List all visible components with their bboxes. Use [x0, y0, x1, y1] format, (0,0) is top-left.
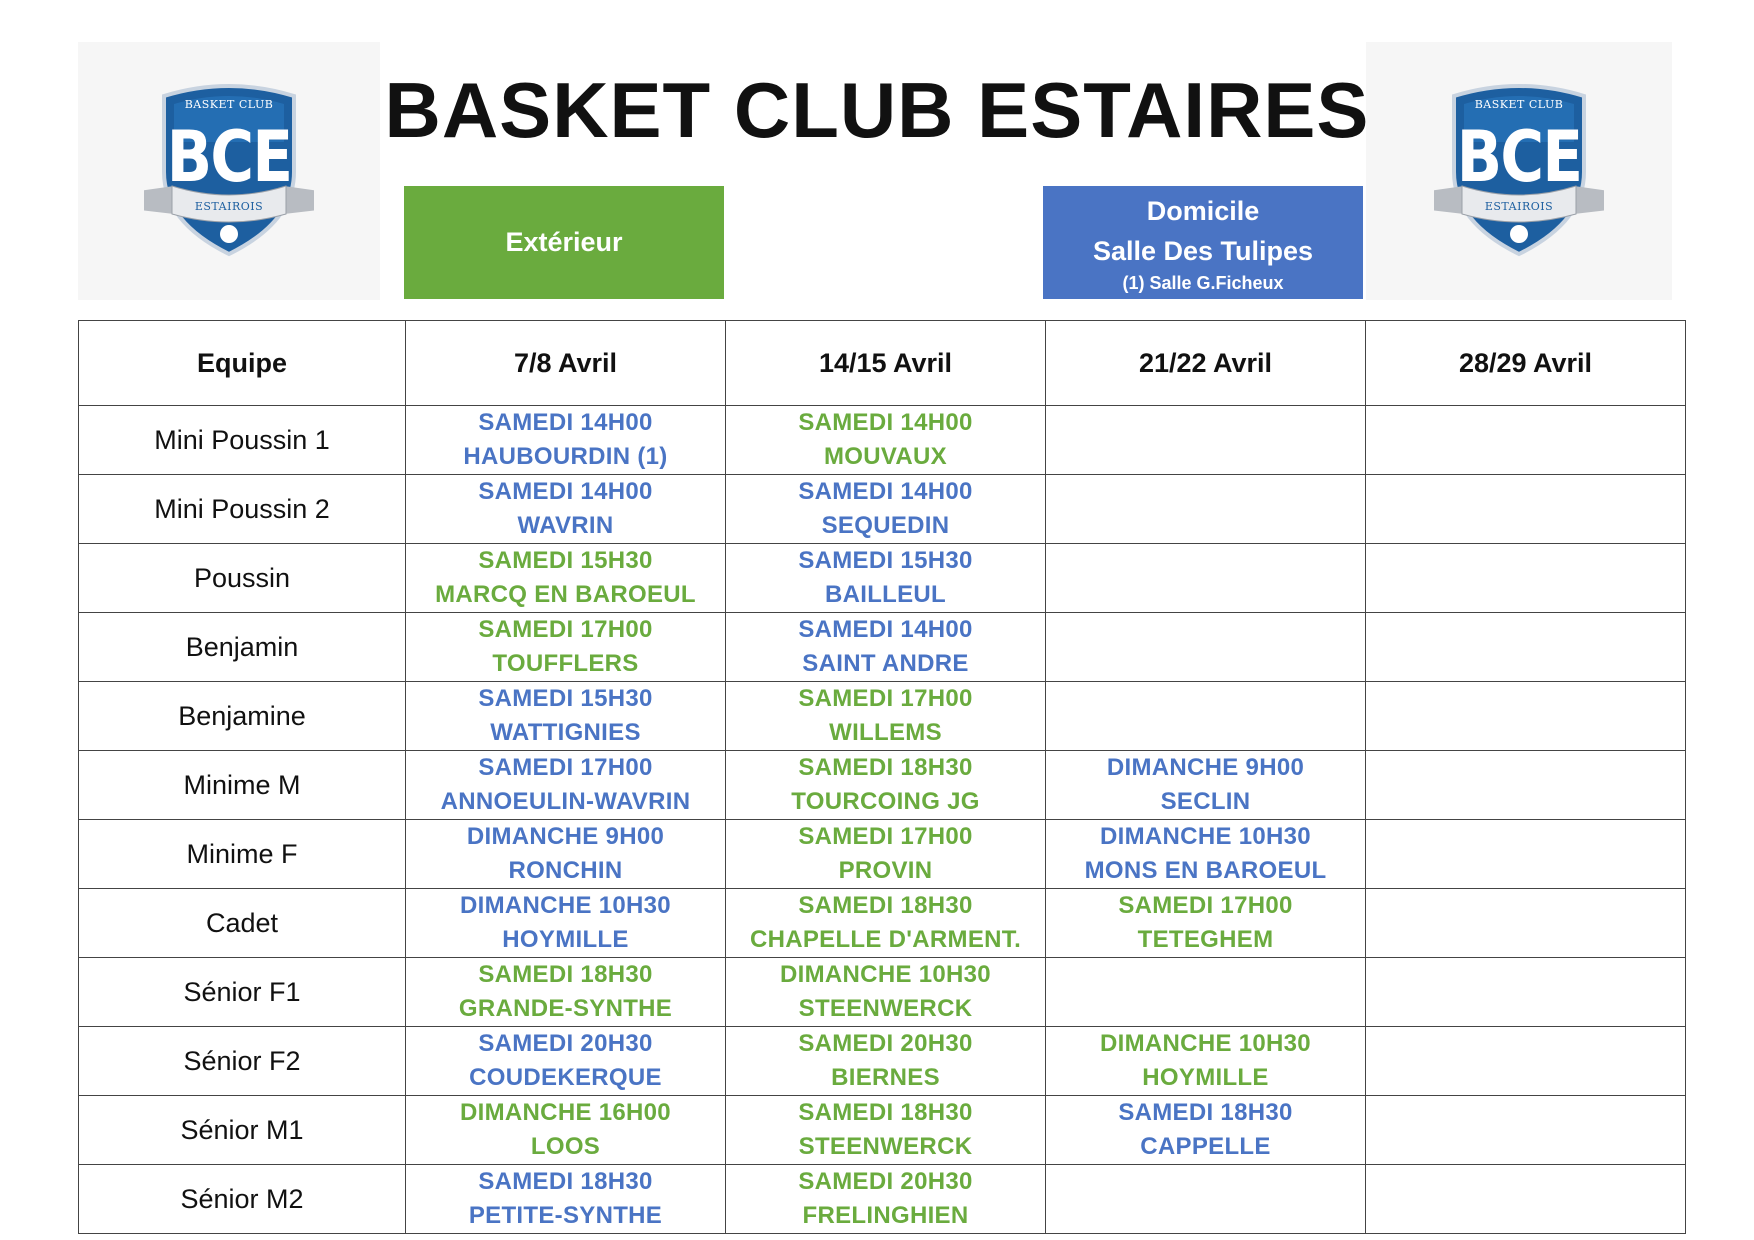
column-header: 14/15 Avril: [726, 321, 1046, 406]
match-info: [406, 889, 725, 957]
match-time: SAMEDI 18H30: [798, 754, 973, 781]
match-cell: [1366, 475, 1686, 544]
match-info: [726, 1165, 1045, 1233]
match-info: [406, 820, 725, 888]
match-cell: [406, 1165, 726, 1234]
match-cell: [1366, 544, 1686, 613]
team-name: Benjamine: [79, 682, 406, 751]
match-opponent: HAUBOURDIN (1): [463, 443, 668, 470]
column-header: 28/29 Avril: [1366, 321, 1686, 406]
header-row: [79, 321, 1686, 406]
match-time: SAMEDI 17H00: [478, 754, 653, 781]
match-cell: [726, 751, 1046, 820]
team-name: Mini Poussin 1: [79, 406, 406, 475]
match-cell: [406, 751, 726, 820]
match-time: DIMANCHE 10H30: [1100, 823, 1311, 850]
shield-logo: BASKET CLUB BCE ESTAIROIS: [144, 82, 314, 260]
club-logo-right: [1366, 42, 1672, 300]
schedule-table: [78, 320, 1686, 1234]
match-cell: [406, 613, 726, 682]
match-time: SAMEDI 18H30: [1118, 1099, 1293, 1126]
match-cell: [1046, 1165, 1366, 1234]
legend-home-line3: (1) Salle G.Ficheux: [1122, 272, 1284, 293]
match-cell: [1046, 406, 1366, 475]
match-info: [726, 544, 1045, 612]
match-cell: [1366, 751, 1686, 820]
match-info: [1046, 889, 1365, 957]
match-time: SAMEDI 17H00: [798, 685, 973, 712]
match-time: SAMEDI 14H00: [798, 616, 973, 643]
match-info: [726, 751, 1045, 819]
match-time: SAMEDI 17H00: [1118, 892, 1293, 919]
match-opponent: HOYMILLE: [1142, 1064, 1269, 1091]
match-cell: [1046, 475, 1366, 544]
column-header: 7/8 Avril: [406, 321, 726, 406]
match-cell: [1046, 613, 1366, 682]
match-info: [406, 751, 725, 819]
table-row: [79, 1096, 1686, 1165]
match-info: [726, 682, 1045, 750]
match-cell: [406, 1096, 726, 1165]
match-cell: [1046, 682, 1366, 751]
match-opponent: STEENWERCK: [798, 1133, 973, 1160]
match-info: [726, 406, 1045, 474]
table-row: [79, 820, 1686, 889]
match-time: SAMEDI 15H30: [478, 685, 653, 712]
table-row: [79, 1027, 1686, 1096]
match-cell: [726, 820, 1046, 889]
match-info: [1046, 1096, 1365, 1164]
match-cell: [1366, 613, 1686, 682]
column-header: Equipe: [79, 321, 406, 406]
match-time: DIMANCHE 10H30: [1100, 1030, 1311, 1057]
table-row: [79, 751, 1686, 820]
match-time: SAMEDI 18H30: [478, 1168, 653, 1195]
legend-away: [404, 186, 724, 299]
match-opponent: TOUFFLERS: [492, 650, 639, 677]
match-cell: [1366, 820, 1686, 889]
match-time: SAMEDI 14H00: [798, 478, 973, 505]
match-time: SAMEDI 20H30: [478, 1030, 653, 1057]
shield-logo: BASKET CLUB BCE ESTAIROIS: [1434, 82, 1604, 260]
table-row: [79, 406, 1686, 475]
match-opponent: STEENWERCK: [798, 995, 973, 1022]
match-info: [406, 682, 725, 750]
match-opponent: SEQUEDIN: [821, 512, 950, 539]
match-opponent: CHAPELLE D'ARMENT.: [749, 926, 1022, 953]
match-opponent: WATTIGNIES: [490, 719, 641, 746]
match-opponent: CAPPELLE: [1140, 1133, 1271, 1160]
page-title: BASKET CLUB ESTAIRES: [384, 66, 1370, 154]
match-time: DIMANCHE 10H30: [460, 892, 671, 919]
match-opponent: BAILLEUL: [824, 581, 947, 608]
match-cell: [726, 1096, 1046, 1165]
match-time: SAMEDI 15H30: [478, 547, 653, 574]
match-cell: [1046, 889, 1366, 958]
table-row: [79, 544, 1686, 613]
match-cell: [726, 475, 1046, 544]
match-opponent: TETEGHEM: [1137, 926, 1274, 953]
match-cell: [726, 1027, 1046, 1096]
match-time: SAMEDI 17H00: [798, 823, 973, 850]
match-cell: [726, 682, 1046, 751]
team-name: Mini Poussin 2: [79, 475, 406, 544]
team-name: Cadet: [79, 889, 406, 958]
match-cell: [1046, 820, 1366, 889]
match-time: SAMEDI 15H30: [798, 547, 973, 574]
match-cell: [406, 889, 726, 958]
match-info: [406, 958, 725, 1026]
match-cell: [726, 613, 1046, 682]
match-info: [726, 1027, 1045, 1095]
match-opponent: PETITE-SYNTHE: [468, 1202, 663, 1229]
match-info: [406, 544, 725, 612]
legend-away-label: Extérieur: [505, 227, 623, 257]
match-opponent: BIERNES: [831, 1064, 940, 1091]
match-cell: [1366, 682, 1686, 751]
match-info: [726, 1096, 1045, 1164]
column-header: 21/22 Avril: [1046, 321, 1366, 406]
match-opponent: LOOS: [530, 1133, 601, 1160]
match-info: [1046, 751, 1365, 819]
match-cell: [1366, 958, 1686, 1027]
match-info: [406, 406, 725, 474]
match-cell: [406, 682, 726, 751]
match-cell: [1046, 1096, 1366, 1165]
match-time: DIMANCHE 9H00: [1106, 754, 1305, 781]
match-cell: [726, 1165, 1046, 1234]
match-cell: [1046, 958, 1366, 1027]
table-row: [79, 682, 1686, 751]
match-time: SAMEDI 18H30: [798, 892, 973, 919]
match-cell: [1046, 1027, 1366, 1096]
match-time: SAMEDI 18H30: [798, 1099, 973, 1126]
table-row: [79, 889, 1686, 958]
match-opponent: MONS EN BAROEUL: [1084, 857, 1327, 884]
match-opponent: COUDEKERQUE: [469, 1064, 662, 1091]
match-cell: [406, 544, 726, 613]
match-cell: [406, 406, 726, 475]
match-info: [726, 475, 1045, 543]
match-info: [726, 613, 1045, 681]
match-cell: [406, 820, 726, 889]
match-time: SAMEDI 17H00: [478, 616, 653, 643]
match-opponent: RONCHIN: [508, 857, 623, 884]
match-cell: [1366, 1096, 1686, 1165]
table-row: [79, 1165, 1686, 1234]
table-row: [79, 613, 1686, 682]
match-time: DIMANCHE 10H30: [780, 961, 991, 988]
match-opponent: WILLEMS: [829, 719, 942, 746]
match-cell: [726, 958, 1046, 1027]
team-name: Benjamin: [79, 613, 406, 682]
match-opponent: SECLIN: [1160, 788, 1251, 815]
match-info: [1046, 820, 1365, 888]
match-cell: [726, 889, 1046, 958]
table-row: [79, 475, 1686, 544]
match-time: SAMEDI 20H30: [798, 1168, 973, 1195]
match-cell: [1046, 544, 1366, 613]
match-opponent: SAINT ANDRE: [802, 650, 969, 677]
match-time: SAMEDI 18H30: [478, 961, 653, 988]
match-opponent: WAVRIN: [517, 512, 614, 539]
match-time: SAMEDI 20H30: [798, 1030, 973, 1057]
match-cell: [406, 475, 726, 544]
team-name: Sénior M1: [79, 1096, 406, 1165]
match-info: [406, 1165, 725, 1233]
match-opponent: MOUVAUX: [824, 443, 947, 470]
match-info: [406, 1027, 725, 1095]
team-name: Poussin: [79, 544, 406, 613]
match-time: DIMANCHE 9H00: [466, 823, 665, 850]
legend-home-line1: Domicile: [1146, 195, 1260, 226]
legend-home-line2: Salle Des Tulipes: [1092, 235, 1314, 266]
match-cell: [406, 1027, 726, 1096]
match-opponent: TOURCOING JG: [791, 788, 980, 815]
match-cell: [1366, 1165, 1686, 1234]
match-cell: [406, 958, 726, 1027]
match-info: [726, 820, 1045, 888]
match-time: DIMANCHE 16H00: [460, 1099, 671, 1126]
team-name: Sénior M2: [79, 1165, 406, 1234]
match-opponent: ANNOEULIN-WAVRIN: [440, 788, 691, 815]
match-info: [406, 1096, 725, 1164]
table-row: [79, 958, 1686, 1027]
match-info: [726, 958, 1045, 1026]
match-opponent: FRELINGHIEN: [802, 1202, 969, 1229]
match-info: [406, 475, 725, 543]
match-info: [1046, 1027, 1365, 1095]
team-name: Minime F: [79, 820, 406, 889]
club-logo-left: [78, 42, 380, 300]
match-opponent: HOYMILLE: [502, 926, 629, 953]
match-cell: [1046, 751, 1366, 820]
match-cell: [1366, 406, 1686, 475]
match-time: SAMEDI 14H00: [478, 478, 653, 505]
team-name: Sénior F1: [79, 958, 406, 1027]
match-opponent: PROVIN: [838, 857, 933, 884]
match-opponent: GRANDE-SYNTHE: [458, 995, 673, 1022]
team-name: Minime M: [79, 751, 406, 820]
match-opponent: MARCQ EN BAROEUL: [435, 581, 696, 608]
match-info: [726, 889, 1045, 957]
match-cell: [726, 544, 1046, 613]
match-cell: [1366, 1027, 1686, 1096]
match-cell: [1366, 889, 1686, 958]
match-time: SAMEDI 14H00: [798, 409, 973, 436]
legend-home: [1043, 186, 1363, 299]
match-time: SAMEDI 14H00: [478, 409, 653, 436]
match-cell: [726, 406, 1046, 475]
team-name: Sénior F2: [79, 1027, 406, 1096]
match-info: [406, 613, 725, 681]
